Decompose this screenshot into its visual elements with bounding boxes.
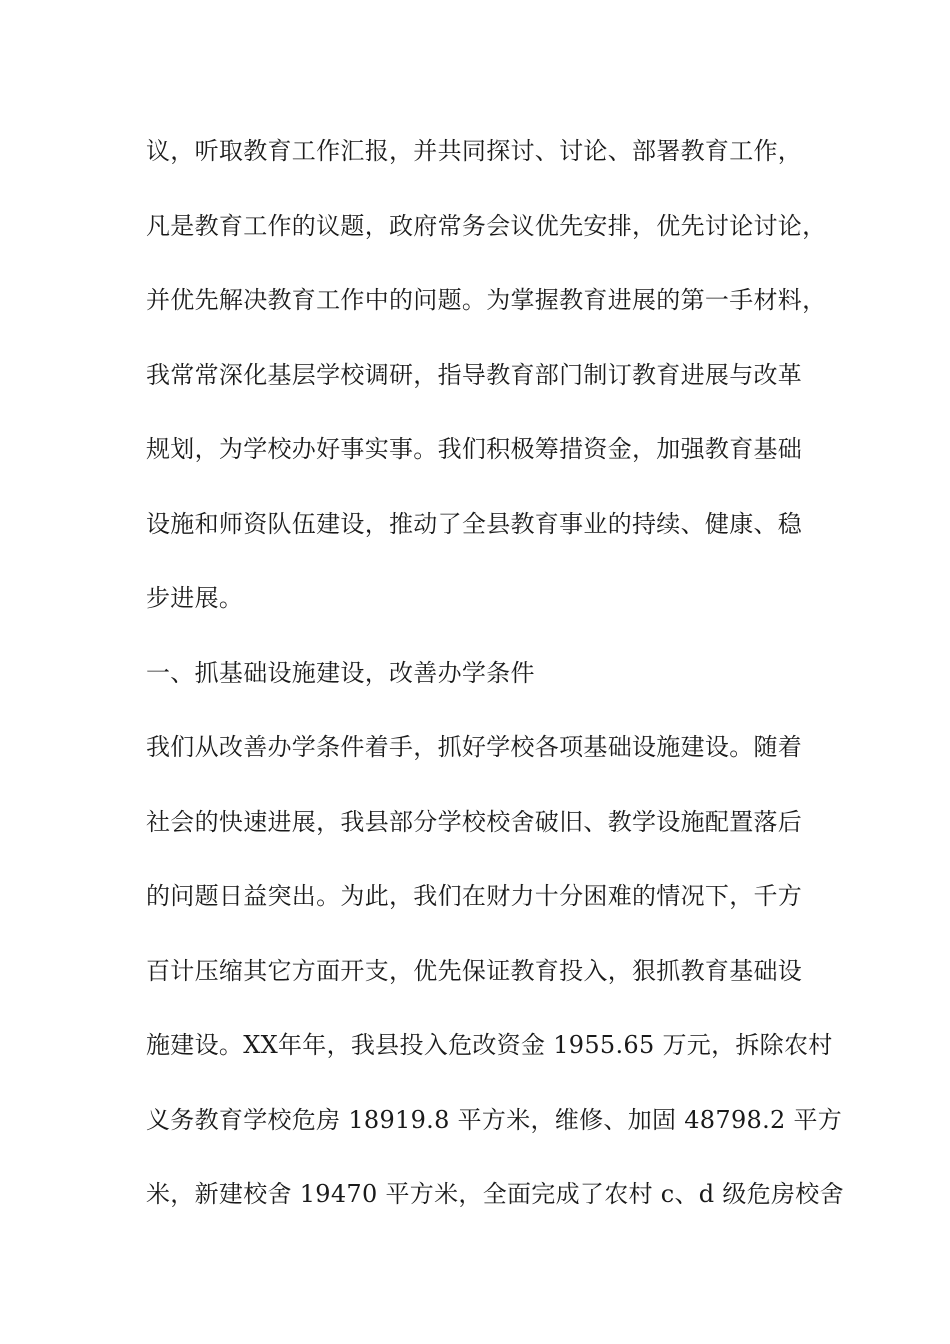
text-line: 步进展。 xyxy=(146,584,244,612)
text-line: 我们从改善办学条件着手，抓好学校各项基础设施建设。随着 xyxy=(146,733,803,761)
text-line: 设施和师资队伍建设，推动了全县教育事业的持续、健康、稳 xyxy=(146,509,803,538)
document-body xyxy=(146,130,844,1248)
text-line: 的问题日益突出。为此，我们在财力十分困难的情况下，千方 xyxy=(146,882,803,910)
text-line: 社会的快速进展，我县部分学校校舍破旧、教学设施配置落后 xyxy=(146,807,803,836)
text-line: 并优先解决教育工作中的问题。为掌握教育进展的第一手材料， xyxy=(146,286,827,314)
text-line: 规划，为学校办好事实事。我们积极筹措资金，加强教育基础 xyxy=(146,435,803,463)
text-line: 议，听取教育工作汇报，并共同探讨、讨论、部署教育工作， xyxy=(146,137,803,165)
text-line: 义务教育学校危房 18919.8 平方米，维修、加固 48798.2 平方 xyxy=(146,1105,843,1134)
text-line: 百计压缩其它方面开支，优先保证教育投入，狠抓教育基础设 xyxy=(146,956,803,985)
text-line: 施建设。XX年年，我县投入危改资金 1955.65 万元，拆除农村 xyxy=(146,1031,833,1059)
text-line: 我常常深化基层学校调研，指导教育部门制订教育进展与改革 xyxy=(146,360,803,389)
section-heading: 一、抓基础设施建设，改善办学条件 xyxy=(146,658,535,687)
text-line: 米，新建校舍 19470 平方米，全面完成了农村 c、d 级危房校舍 xyxy=(146,1180,844,1208)
text-line: 凡是教育工作的议题，政府常务会议优先安排，优先讨论讨论， xyxy=(146,211,827,240)
